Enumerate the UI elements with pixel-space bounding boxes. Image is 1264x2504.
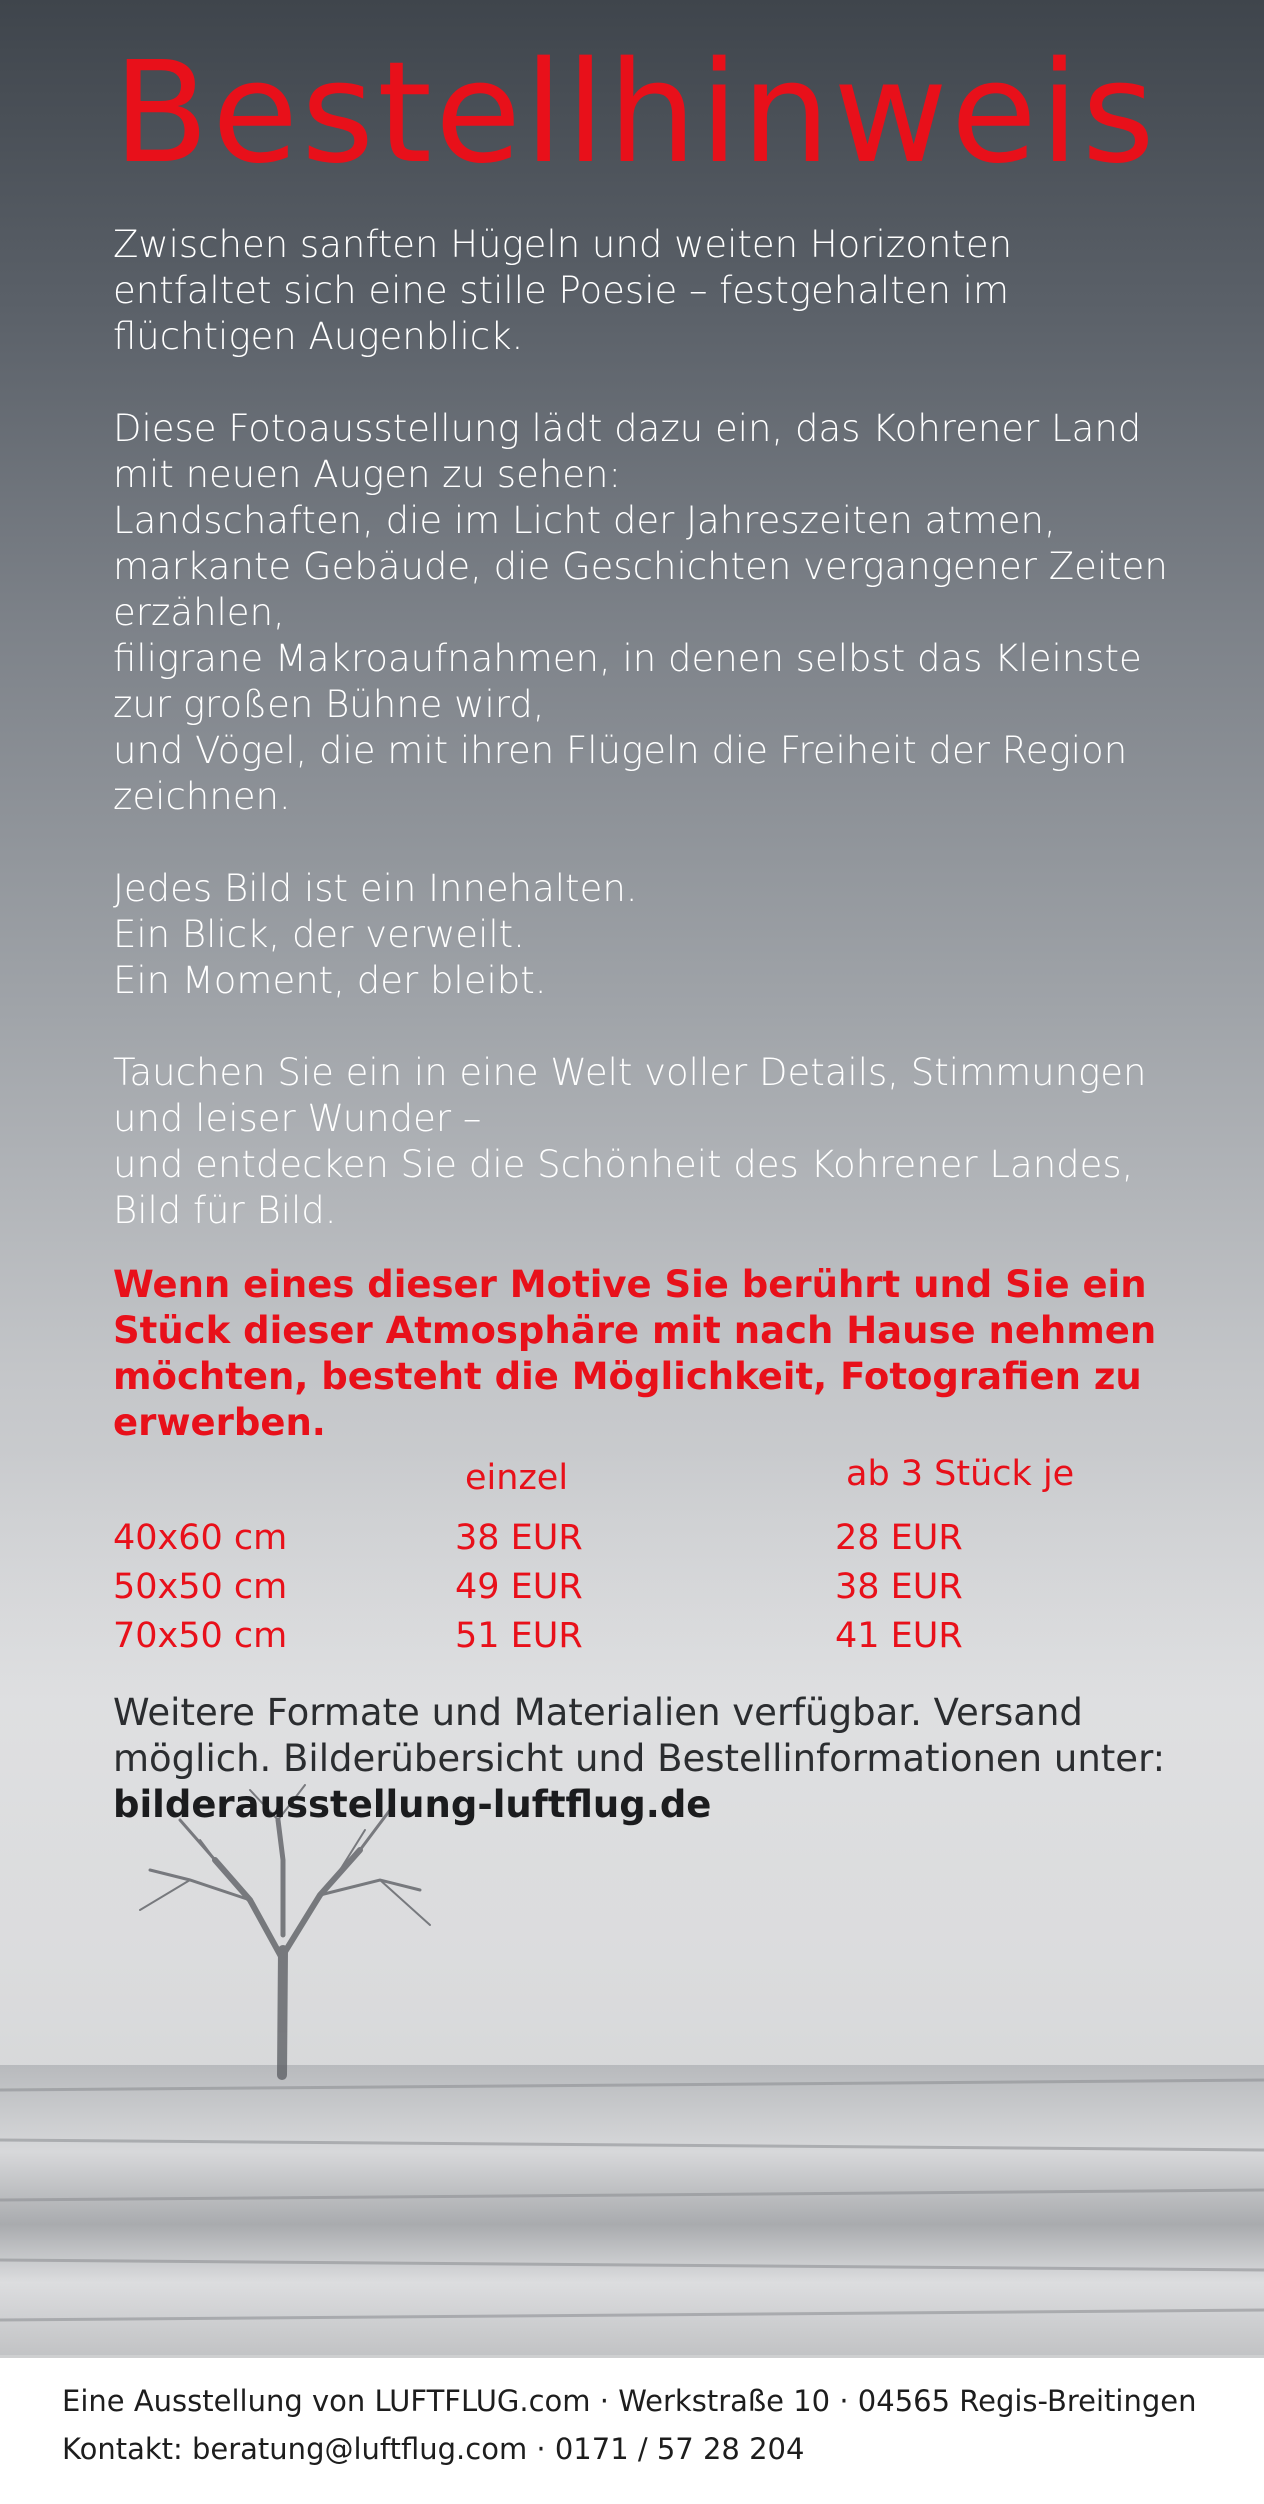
page-title: Bestellhinweis <box>113 32 1158 195</box>
intro-text <box>113 222 1173 1280</box>
more-info-text: Weitere Formate und Materialien verfügbar. Versand möglich. Bilderübersicht und Bestellinformationen unter: <box>113 1691 1166 1780</box>
price-single: 51 EUR <box>455 1616 583 1656</box>
purchase-offer-text: Wenn eines dieser Motive Sie berührt und Sie ein Stück dieser Atmosphäre mit nach Hause nehmen möchten, besteht die Möglichkeit, Fotografien zu erwerben. <box>113 1263 1157 1444</box>
intro-paragraph: Zwischen sanften Hügeln und weiten Horizonten entfaltet sich eine stille Poesie – festgehalten im flüchtigen Augenblick. <box>113 223 1013 358</box>
price-header-single: einzel <box>465 1458 569 1498</box>
price-size: 70x50 cm <box>113 1616 288 1656</box>
price-bulk: 28 EUR <box>835 1518 963 1558</box>
footer <box>0 2358 1264 2504</box>
purchase-offer <box>113 1262 1173 1446</box>
price-bulk: 41 EUR <box>835 1616 963 1656</box>
price-size: 40x60 cm <box>113 1518 288 1558</box>
price-header-bulk: ab 3 Stück je <box>846 1454 1075 1494</box>
footer-contact: Kontakt: beratung@luftflug.com · 0171 / 57 28 204 <box>62 2432 805 2466</box>
more-info <box>113 1690 1173 1828</box>
intro-paragraph: Jedes Bild ist ein Innehalten. Ein Blick, der verweilt. Ein Moment, der bleibt. <box>113 867 638 1002</box>
intro-paragraph: Diese Fotoausstellung lädt dazu ein, das Kohrener Land mit neuen Augen zu sehen: Landschaften, die im Licht der Jahreszeiten atmen, markante Gebäude, die Geschichten vergangener Zeiten erzählen, filigrane Makroaufnahmen, in denen selbst das Kleinste zur großen Bühne wird, und Vögel, die mit ihren Flügeln die Freiheit der Region zeichnen. <box>113 407 1168 818</box>
website-link[interactable]: bilderausstellung-luftflug.de <box>113 1783 712 1826</box>
price-bulk: 38 EUR <box>835 1567 963 1607</box>
price-size: 50x50 cm <box>113 1567 288 1607</box>
price-single: 38 EUR <box>455 1518 583 1558</box>
footer-address: Eine Ausstellung von LUFTFLUG.com · Werkstraße 10 · 04565 Regis-Breitingen <box>62 2384 1197 2418</box>
intro-paragraph: Tauchen Sie ein in eine Welt voller Details, Stimmungen und leiser Wunder – und entdecken Sie die Schönheit des Kohrener Landes, Bild für Bild. <box>113 1051 1147 1232</box>
price-single: 49 EUR <box>455 1567 583 1607</box>
